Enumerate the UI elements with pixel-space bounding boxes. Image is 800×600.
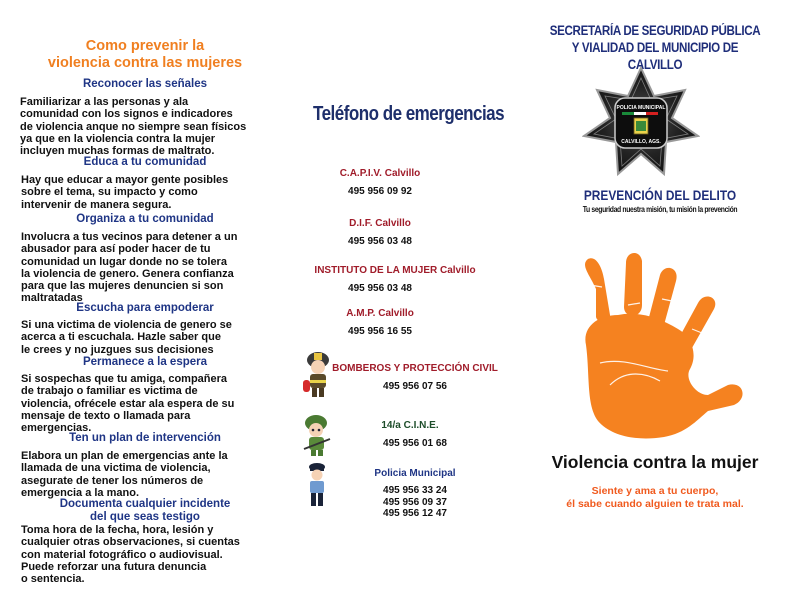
left-panel — [0, 0, 270, 600]
section-body: Involucra a tus vecinos para detener a un abusador para así poder hacer de tu comunidad un lugar donde no se tolera la violencia de genero. Genera confianza para que las mujeres denuncien si son maltratadas — [21, 231, 238, 305]
section-body: Hay que educar a mayor gente posibles sobre el tema, su impacto y como intervenir de manera segura. — [21, 174, 229, 211]
organization-title: SECRETARÍA DE SEGURIDAD PÚBLICA Y VIALIDAD DEL MUNICIPIO DE CALVILLO — [549, 23, 761, 72]
contact-name: A.M.P. Calvillo — [346, 308, 414, 319]
section-heading: Organiza a tu comunidad — [76, 213, 214, 225]
soldier-icon — [302, 414, 332, 458]
campaign-slogan: Siente y ama a tu cuerpo, él sabe cuando alguien te trata mal. — [566, 485, 744, 510]
contact-phone: 495 956 01 68 — [383, 438, 447, 449]
section-heading: Educa a tu comunidad — [83, 156, 207, 168]
section-heading: Reconocer las señales — [82, 78, 207, 90]
police-officer-icon — [306, 462, 328, 508]
orange-hand-icon — [568, 245, 748, 443]
main-title: Como prevenir la violencia contra las mujeres — [47, 38, 243, 71]
contact-name: D.I.F. Calvillo — [349, 218, 411, 229]
contact-name: C.A.P.I.V. Calvillo — [339, 168, 421, 179]
badge-top-text: POLICIA MUNICIPAL — [616, 105, 666, 111]
section-heading: Documenta cualquier incidente del que seas testigo — [59, 498, 231, 523]
contact-name: INSTITUTO DE LA MUJER Calvillo — [314, 265, 476, 276]
section-body: Elabora un plan de emergencias ante la llamada de una victima de violencia, asegurate de tener los números de emergencia a la mano. — [21, 450, 228, 499]
contact-phone: 495 956 33 24 495 956 09 37 495 956 12 47 — [383, 485, 447, 519]
section-heading: Escucha para empoderar — [76, 302, 214, 314]
contact-name: Policia Municipal — [374, 468, 456, 479]
contact-name: 14/a C.I.N.E. — [381, 420, 439, 431]
section-body: Familiarizar a las personas y ala comunidad con los signos e indicadores de violencia anque no siempre sean físicos ya que en la violencia contra la mujer incluyen muchas formas de maltrato. — [20, 96, 247, 158]
section-body: Si una victima de violencia de genero se acerca a ti escuchala. Hazle saber que le crees y no juzgues sus decisiones — [21, 319, 232, 356]
contact-name: BOMBEROS Y PROTECCIÓN CIVIL — [332, 363, 498, 374]
firefighter-icon — [300, 350, 336, 400]
emergency-phones-title: Teléfono de emergencias — [313, 103, 505, 125]
motto: Tu seguridad nuestra misión, tu misión la prevención — [582, 205, 738, 214]
program-title: PREVENCIÓN DEL DELITO — [583, 187, 737, 203]
contact-phone: 495 956 07 56 — [383, 381, 447, 392]
contact-phone: 495 956 09 92 — [348, 186, 412, 197]
contact-phone: 495 956 03 48 — [348, 236, 412, 247]
section-heading: Permanece a la espera — [82, 356, 208, 368]
contact-phone: 495 956 03 48 — [348, 283, 412, 294]
badge-bottom-text: CALVILLO, AGS. — [621, 139, 661, 145]
section-heading: Ten un plan de intervención — [69, 432, 221, 444]
campaign-headline: Violencia contra la mujer — [551, 452, 759, 472]
police-badge-logo — [582, 66, 700, 182]
section-body: Si sospechas que tu amiga, compañera de trabajo o familiar es victima de violencia, ofrécele estar ala espera de su mensaje de texto o llamada para emergencias. — [21, 373, 235, 435]
section-body: Toma hora de la fecha, hora, lesión y cualquier otras observaciones, si cuentas con material fotográfico o audiovisual. Puede reforzar una futura denuncia o sentencia. — [21, 524, 240, 586]
contact-phone: 495 956 16 55 — [348, 326, 412, 337]
